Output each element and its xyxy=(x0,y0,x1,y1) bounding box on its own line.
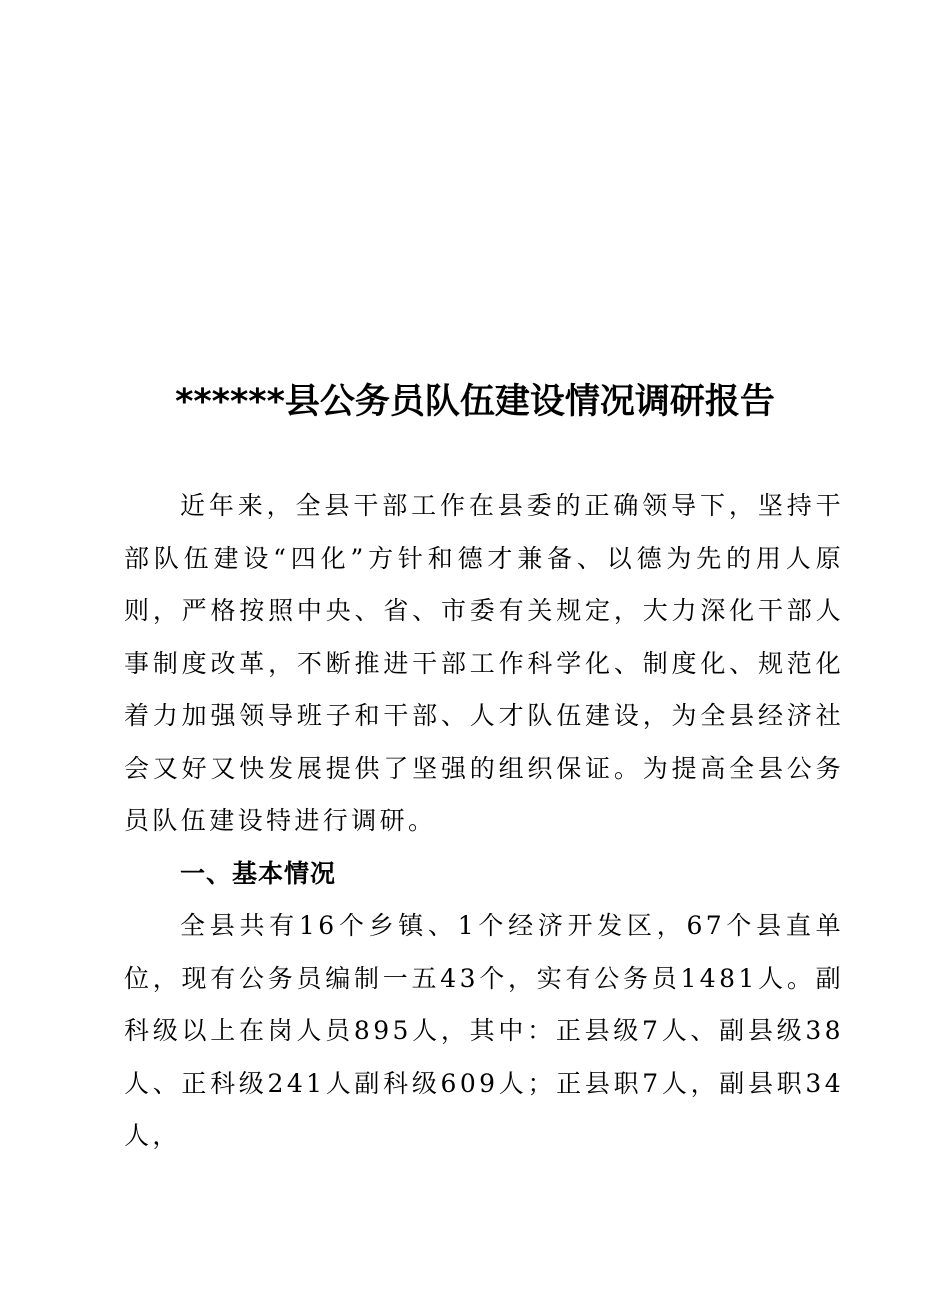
document-title: ******县公务员队伍建设情况调研报告 xyxy=(175,382,775,422)
section-heading-basic-situation: 一、基本情况 xyxy=(180,858,337,888)
basic-situation-paragraph: 全县共有16个乡镇、1个经济开发区，67个县直单位，现有公务员编制一五43个，实有公务员1481人。副科级以上在岗人员895人，其中：正县级7人、副县级38人、正科级241人副科级609人；正县职7人，副县职34人， xyxy=(124,911,844,1150)
document-body xyxy=(124,480,844,1163)
intro-paragraph: 近年来，全县干部工作在县委的正确领导下，坚持干部队伍建设“四化”方针和德才兼备、以德为先的用人原则，严格按照中央、省、市委有关规定，大力深化干部人事制度改革，不断推进干部工作科学化、制度化、规范化着力加强领导班子和干部、人才队伍建设，为全县经济社会又好又快发展提供了坚强的组织保证。为提高全县公务员队伍建设特进行调研。 xyxy=(124,491,844,835)
